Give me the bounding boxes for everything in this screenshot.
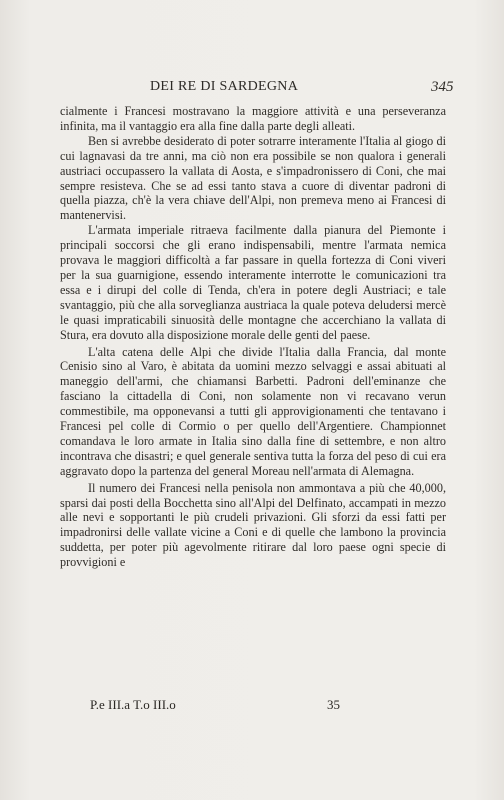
running-head-title: DEI RE DI SARDEGNA xyxy=(150,79,299,94)
page-number: 345 xyxy=(431,79,454,95)
paragraph: cialmente i Francesi mostravano la maggiore attività e una perseveranza infinita, ma il vantaggio era alla fine dalla parte degli alleati. xyxy=(60,104,446,133)
leaf-number: 35 xyxy=(327,697,340,712)
signature-mark: P.e III.a T.o III.o xyxy=(90,697,176,712)
paragraph: L'armata imperiale ritraeva facilmente dalla pianura del Piemonte i principali soccorsi che gli erano indispensabili, mentre l'armata nemica provava le maggiori difficoltà a far passare in quella fortezza di Coni viveri per la sua guarnigione, essendo interamente interrotte le comunicazioni tra essa e i dirupi del colle di Tenda, ch'era in potere degli Austriaci; e tale svantaggio, più che alla sorveglianza austriaca la quale poteva deludersi mercè le quasi impraticabili sinuosità delle montagne che accerchiano la vallata di Stura, era dovuto alla disposizione morale delle genti del paese. xyxy=(60,223,446,342)
paragraph: Ben si avrebbe desiderato di poter sotrarre interamente l'Italia al giogo di cui lagnavasi da tre anni, ma ciò non era possibile se non qualora i generali austriaci occupassero la vallata di Aosta, e s'impadronissero di Coni, che mai sempre resisteva. Che se ad essi tanto stava a cuore di diventar padroni di quella piazza, ch'è la vera chiave dell'Alpi, non premeva meno ai Francesi di mantenervisi. xyxy=(60,133,446,223)
paragraph: Il numero dei Francesi nella penisola non ammontava a più che 40,000, sparsi dai posti della Bocchetta sino all'Alpi del Delfinato, accampati in mezzo alle nevi e sopportanti le più crudeli privazioni. Gli sforzi da essi fatti per impadronirsi delle vallate vicine a Coni e di quelle che lambono la provincia suddetta, per poter più agevolmente ritirare dal loro paese ogni specie di provvigioni e xyxy=(60,480,446,570)
paragraph: L'alta catena delle Alpi che divide l'Italia dalla Francia, dal monte Cenisio sino al Varo, è abitata da uomini mezzo selvaggi e assai abituati al maneggio dell'armi, che chiamansi Barbetti. Padroni dell'eminanze che fasciano la cittadella di Coni, non solamente non vi recavano verun commestibile, ma opponevansi a tutti gli approvigionamenti che tentavano i Francesi pel colle di Cormio o per quello dell'Argentiere. Championnet comandava le loro armate in Italia sino dalla fine di settembre, e non altro incontrava che disastri; e quel generale sentiva tutta la forza del peso di cui era aggravato dopo la partenza del general Moreau nell'armata di Alemagna. xyxy=(60,344,446,478)
body-text xyxy=(60,104,446,570)
